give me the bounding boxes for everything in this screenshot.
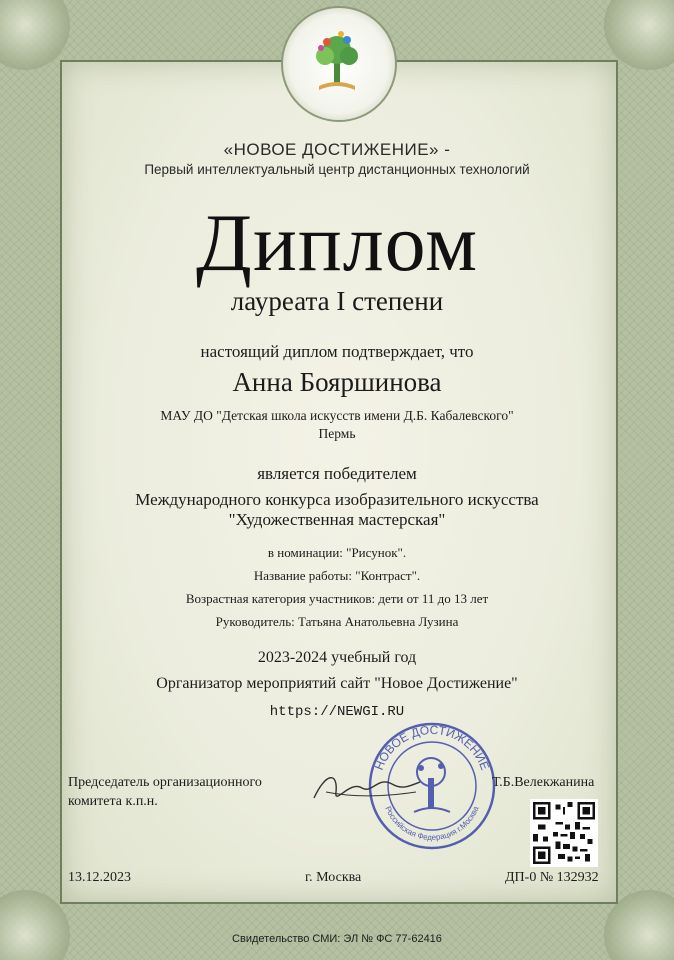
winner-text: является победителем [257,464,417,483]
issue-place: г. Москва [305,870,362,885]
city-name: Пермь [318,426,356,441]
media-registration: Свидетельство СМИ: ЭЛ № ФС 77-62416 [232,933,442,945]
recipient-name: Анна Бояршинова [232,367,442,397]
diploma-degree: лауреата I степени [230,286,444,316]
academic-year: 2023-2024 учебный год [257,649,417,666]
confirm-text: настоящий диплом подтверждает, что [200,342,474,361]
issue-date: 13.12.2023 [68,870,131,885]
tree-logo-icon [297,22,377,102]
chair-line2: комитета к.п.н. [68,794,158,809]
age-category: Возрастная категория участников: дети от 11 до 13 лет [185,591,489,606]
stamp-text: НОВОЕ ДОСТИЖЕНИЕ [371,722,493,772]
stamp-small-text: Российская Федерация г.Москва [383,804,481,843]
org-name: «НОВОЕ ДОСТИЖЕНИЕ» - [223,140,451,159]
nomination: в номинации: "Рисунок". [267,545,407,560]
contest-name-line2: "Художественная мастерская" [228,510,446,529]
chair-line1: Председатель организационного [68,775,262,790]
qr-code-icon[interactable] [530,799,598,867]
supervisor: Руководитель: Татьяна Анатольевна Лузина [215,614,459,629]
signature-icon [306,762,426,812]
document-number: ДП-0 № 132932 [505,870,599,885]
school-name: МАУ ДО "Детская школа искусств имени Д.Б. Кабалевского" [160,408,514,423]
contest-name-line1: Международного конкурса изобразительного искусства [135,490,539,509]
work-title: Название работы: "Контраст". [253,568,421,583]
diploma-title: Диплом [196,197,478,288]
site-link[interactable]: https://NEWGI.RU [269,704,405,720]
org-subtitle: Первый интеллектуальный центр дистанционных технологий [144,162,530,177]
organizer: Организатор мероприятий сайт "Новое Достижение" [156,675,518,692]
signer-name: Т.Б.Велекжанина [492,775,595,790]
chair-title [68,773,318,811]
